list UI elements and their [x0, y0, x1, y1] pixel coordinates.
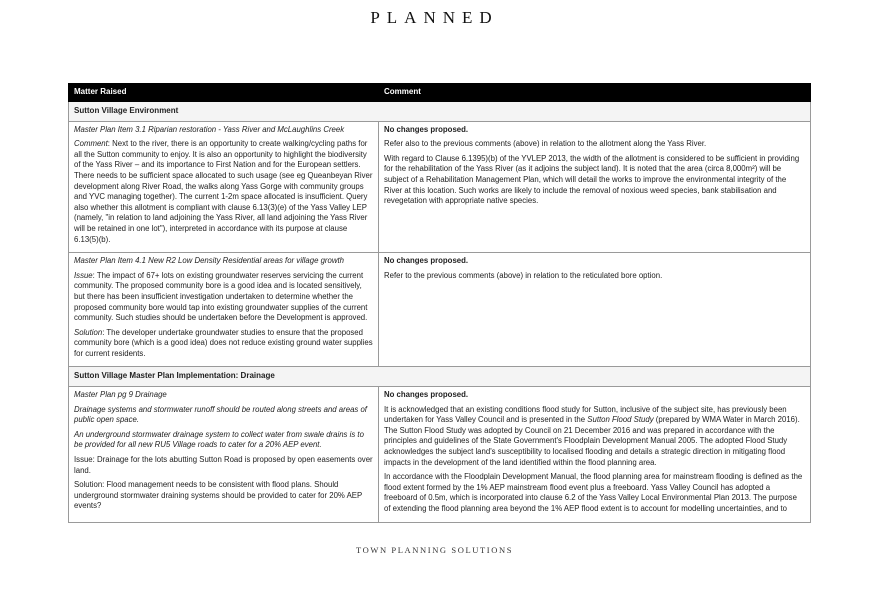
matter-comment: Comment: Next to the river, there is an opportunity to create walking/cycling paths for all the Sutton community to enjoy. It is also an opportunity to highlight the biodiversity of the Yass River – and its importance to First Nation and for the European settlers. There needs to be sufficient space allocated to such usage (see eg Queanbeyan River development along River Road, the walks along Yass Gorge with community groups and YVC managing together). The current 1-2m space allocated is insufficient. Query also whether this allotment is compliant with clause 6.13(3)(e) of the Yass Valley LEP (namely, "in relation to land adjoining the Yass River, all land adjoining the Yass River will be retained in one lot"), interpreted in accordance with its purpose at clause 6.13(5)(b).: [74, 139, 373, 244]
matter-issue: Issue: Drainage for the lots abutting Sutton Road is proposed by open easements over land.: [74, 455, 373, 475]
matter-paragraph: Drainage systems and stormwater runoff should be routed along streets and areas of public open space.: [74, 404, 367, 425]
table-row: [69, 121, 811, 253]
table-row: [69, 387, 811, 523]
section-title: Sutton Village Master Plan Implementation: Drainage: [69, 367, 811, 387]
matter-title: Master Plan Item 4.1 New R2 Low Density Residential areas for village growth: [74, 256, 344, 266]
response-heading: No changes proposed.: [384, 256, 469, 266]
matter-solution: Solution: The developer undertake groundwater studies to ensure that the proposed community bore (which is a good idea) does not reduce existing ground water supplies for current residents.: [74, 327, 373, 358]
response-paragraph: Refer to the previous comments (above) in relation to the reticulated bore option.: [384, 270, 663, 280]
response-cell: [379, 387, 811, 523]
matter-cell: [69, 253, 379, 367]
submissions-table: [68, 83, 811, 523]
matter-paragraph: An underground stormwater drainage system to collect water from swale drains is to be provided for all new RU5 Village roads to cater for a 20% AEP event.: [74, 429, 364, 450]
response-cell: [379, 121, 811, 253]
section-title: Sutton Village Environment: [69, 102, 811, 122]
matter-solution: Solution: Flood management needs to be consistent with flood plans. Should underground stormwater draining systems should be provided to cater for 20% AEP events?: [74, 480, 363, 511]
response-heading: No changes proposed.: [384, 124, 469, 134]
response-paragraph: Refer also to the previous comments (above) in relation to the allotment along the Yass River.: [384, 139, 707, 149]
matter-title: Master Plan Item 3.1 Riparian restoration - Yass River and McLaughlins Creek: [74, 124, 345, 134]
table-header-row: [69, 84, 811, 102]
matter-cell: [69, 387, 379, 523]
matter-issue: Issue: The impact of 67+ lots on existing groundwater reserves servicing the current community. The proposed community bore is a good idea and is located sensitively, but there has been insufficient investigation undertaken to determine whether the proposed community bore would tap into existing groundwater supplies of the current community. Such studies should be undertaken before the Development is approved.: [74, 270, 368, 323]
response-heading: No changes proposed.: [384, 390, 469, 400]
brand-logo: PLANNED: [370, 8, 499, 27]
response-cell: [379, 253, 811, 367]
response-paragraph: With regard to Clause 6.1395)(b) of the YVLEP 2013, the width of the allotment is considered to be sufficient in providing for the rehabilitation of the Yass River (as it adjoins the subject land). It is noted that the area (circa 8,000m²) will be subject of a Rehabilitation Management Plan, which will detail the works to improve the environmental integrity of the River at this location. Such works are likely to include the removal of noxious weed species, bank stabilisation and revegetation with appropriate native species.: [384, 153, 800, 206]
matter-cell: [69, 121, 379, 253]
section-row: [69, 367, 811, 387]
section-row: [69, 102, 811, 122]
footer-tagline: TOWN PLANNING SOLUTIONS: [355, 545, 514, 555]
response-paragraph: In accordance with the Floodplain Development Manual, the flood planning area for mainstream flooding is defined as the flood extent formed by the 1% AEP mainstream flood event plus a freeboard. Yass Valley Council has adopted a freeboard of 0.5m, which is incorporated into clause 6.2 of the Yass Valley Local Environmental Plan 2013. The purpose of extending the flood planning area beyond the 1% AEP flood extent is to account for modelling uncertainties, and to: [384, 472, 803, 513]
matter-title: Master Plan pg 9 Drainage: [74, 390, 167, 400]
response-paragraph: It is acknowledged that an existing conditions flood study for Sutton, inclusive of the subject site, has previously been undertaken for Yass Valley Council and is presented in the Sutton Flood Study (prepared by WMA Water in March 2016). The Sutton Flood Study was adopted by Council on 21 December 2016 and was prepared in accordance with the principles and guidelines of the State Government's Floodplain Development Manual 2005. The adopted Flood Study acknowledges the subject land's susceptibility to localised flooding and details a strategic direction in mitigating flood impacts in the development of the land identified within the flood planning area.: [384, 404, 800, 467]
column-header-matter: Matter Raised: [69, 84, 379, 102]
table-row: [69, 253, 811, 367]
column-header-comment: Comment: [379, 84, 811, 102]
